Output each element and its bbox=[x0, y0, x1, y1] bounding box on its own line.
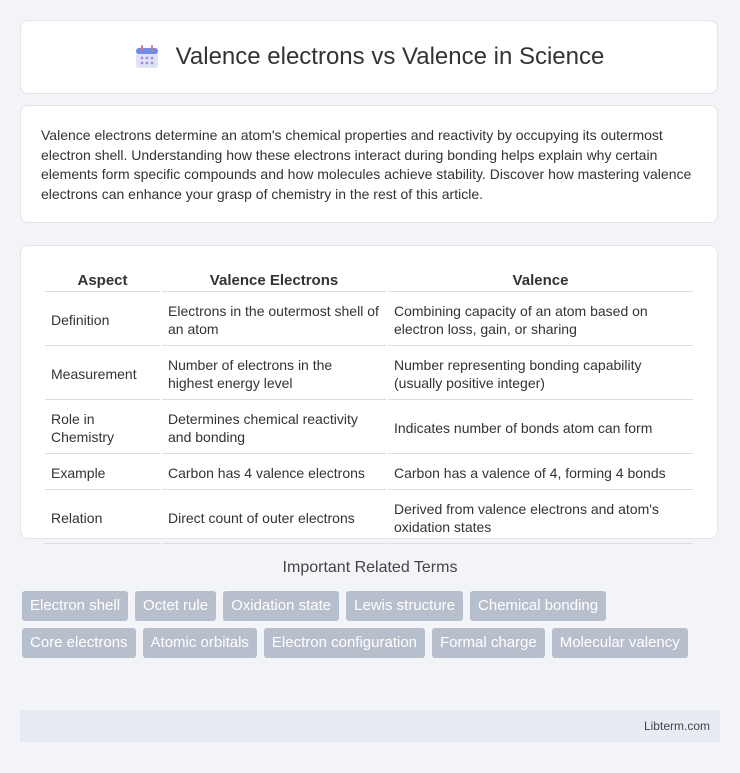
related-terms-title: Important Related Terms bbox=[282, 559, 458, 576]
column-header: Valence Electrons bbox=[162, 268, 386, 292]
calendar-icon bbox=[134, 44, 160, 70]
related-term-tag[interactable]: Molecular valency bbox=[552, 628, 688, 658]
table-cell: Example bbox=[45, 456, 160, 490]
table-cell: Combining capacity of an atom based on electron loss, gain, or sharing bbox=[388, 294, 693, 346]
related-terms-list bbox=[22, 591, 722, 665]
related-term-tag[interactable]: Chemical bonding bbox=[470, 591, 606, 621]
table-cell: Measurement bbox=[45, 348, 160, 400]
table-row bbox=[45, 402, 693, 454]
table-cell: Definition bbox=[45, 294, 160, 346]
related-term-tag[interactable]: Electron shell bbox=[22, 591, 128, 621]
table-row bbox=[45, 492, 693, 544]
related-term-tag[interactable]: Octet rule bbox=[135, 591, 216, 621]
table-row bbox=[45, 348, 693, 400]
related-term-tag[interactable]: Atomic orbitals bbox=[143, 628, 257, 658]
comparison-card bbox=[20, 245, 718, 539]
table-cell: Relation bbox=[45, 492, 160, 544]
related-term-tag[interactable]: Formal charge bbox=[432, 628, 545, 658]
footer bbox=[20, 710, 720, 742]
comparison-table bbox=[43, 266, 695, 546]
column-header: Aspect bbox=[45, 268, 160, 292]
related-term-tag[interactable]: Electron configuration bbox=[264, 628, 425, 658]
related-term-tag[interactable]: Lewis structure bbox=[346, 591, 463, 621]
table-cell: Derived from valence electrons and atom's oxidation states bbox=[388, 492, 693, 544]
page-title: Valence electrons vs Valence in Science bbox=[175, 43, 605, 70]
table-cell: Number representing bonding capability (usually positive integer) bbox=[388, 348, 693, 400]
table-cell: Carbon has a valence of 4, forming 4 bonds bbox=[388, 456, 693, 490]
table-cell: Direct count of outer electrons bbox=[162, 492, 386, 544]
table-cell: Role in Chemistry bbox=[45, 402, 160, 454]
column-header: Valence bbox=[388, 268, 693, 292]
related-term-tag[interactable]: Oxidation state bbox=[223, 591, 339, 621]
table-row bbox=[45, 456, 693, 490]
table-cell: Electrons in the outermost shell of an atom bbox=[162, 294, 386, 346]
related-term-tag[interactable]: Core electrons bbox=[22, 628, 136, 658]
table-cell: Determines chemical reactivity and bonding bbox=[162, 402, 386, 454]
table-cell: Carbon has 4 valence electrons bbox=[162, 456, 386, 490]
footer-site-link[interactable]: Libterm.com bbox=[643, 719, 710, 733]
intro-card bbox=[20, 105, 718, 223]
table-row bbox=[45, 294, 693, 346]
intro-text: Valence electrons determine an atom's chemical properties and reactivity by occupying its outermost electron shell. Understanding how these electrons interact during bonding helps explain why certain elements form specific compounds and how molecules achieve stability. Discover how mastering valence electrons can enhance your grasp of chemistry in the rest of this article. bbox=[41, 127, 692, 202]
header-card bbox=[20, 20, 718, 94]
table-header-row bbox=[45, 268, 693, 292]
table-cell: Number of electrons in the highest energy level bbox=[162, 348, 386, 400]
table-cell: Indicates number of bonds atom can form bbox=[388, 402, 693, 454]
